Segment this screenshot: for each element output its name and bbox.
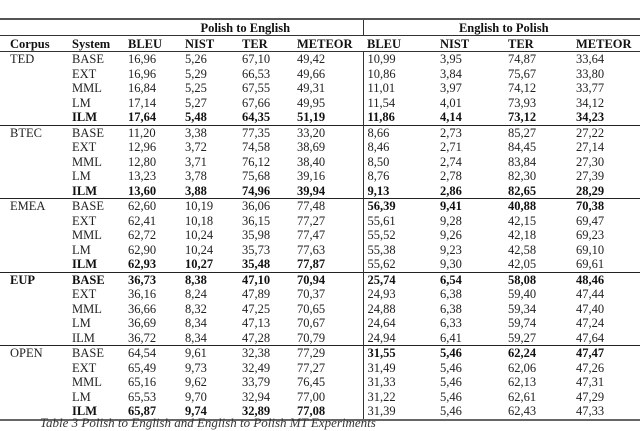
pl-en-meteor-cell: 39,16 xyxy=(297,169,326,184)
pl-en-bleu-cell: 65,16 xyxy=(128,375,157,390)
pl-en-ter-cell: 74,96 xyxy=(242,183,271,198)
table-row xyxy=(0,390,640,405)
en-pl-ter-cell: 74,12 xyxy=(508,81,537,96)
en-pl-nist-cell: 4,14 xyxy=(440,110,462,125)
pl-en-bleu-cell: 13,60 xyxy=(128,183,157,198)
en-pl-meteor-cell: 34,12 xyxy=(576,95,605,110)
en-pl-bleu-cell: 55,62 xyxy=(363,257,436,272)
en-pl-meteor-cell: 27,30 xyxy=(576,154,605,169)
pl-en-meteor-cell: 39,94 xyxy=(297,183,326,198)
col-header-system: System xyxy=(72,36,111,51)
en-pl-ter-cell: 59,74 xyxy=(508,316,537,331)
en-pl-ter-cell: 59,34 xyxy=(508,301,537,316)
en-pl-nist-cell: 9,28 xyxy=(440,213,462,228)
table-row xyxy=(0,302,640,317)
en-pl-nist-cell: 5,46 xyxy=(440,404,462,419)
corpus-cell xyxy=(0,243,68,258)
pl-en-ter-cell: 35,98 xyxy=(242,228,271,243)
system-cell: BASE xyxy=(72,346,104,361)
system-cell: BASE xyxy=(72,272,105,287)
pl-en-nist-cell: 3,71 xyxy=(185,154,207,169)
en-pl-nist-cell: 5,46 xyxy=(440,346,462,361)
pl-en-nist-cell: 3,88 xyxy=(185,183,207,198)
pl-en-bleu-cell: 65,87 xyxy=(128,404,157,419)
system-cell: ILM xyxy=(72,404,97,419)
table-row xyxy=(0,110,640,125)
en-pl-bleu-cell: 11,54 xyxy=(363,96,436,111)
table-row xyxy=(0,243,640,258)
corpus-cell xyxy=(0,316,68,331)
en-pl-meteor-cell: 70,38 xyxy=(576,199,605,214)
en-pl-nist-cell: 6,38 xyxy=(440,287,462,302)
pl-en-meteor-cell: 70,37 xyxy=(297,287,326,302)
table-row xyxy=(0,228,640,243)
en-pl-ter-cell: 59,27 xyxy=(508,330,537,345)
table-row xyxy=(0,346,640,361)
corpus-cell xyxy=(0,96,68,111)
pl-en-meteor-cell: 77,48 xyxy=(297,199,326,214)
en-pl-nist-cell: 9,30 xyxy=(440,257,462,272)
corpus-cell: TED xyxy=(10,52,35,67)
en-pl-nist-cell: 6,38 xyxy=(440,301,462,316)
system-cell: ILM xyxy=(72,330,95,345)
pl-en-nist-cell: 9,73 xyxy=(185,360,207,375)
en-pl-bleu-cell: 55,61 xyxy=(363,214,436,229)
en-pl-meteor-cell: 47,47 xyxy=(576,346,605,361)
en-pl-ter-cell: 42,15 xyxy=(508,213,537,228)
system-cell: BASE xyxy=(72,52,104,67)
corpus-cell xyxy=(0,214,68,229)
en-pl-nist-cell: 6,33 xyxy=(440,316,462,331)
pl-en-nist-cell: 8,32 xyxy=(185,301,207,316)
en-pl-bleu-cell: 31,55 xyxy=(363,346,436,361)
pl-en-meteor-cell: 77,27 xyxy=(297,213,326,228)
pl-en-ter-cell: 74,58 xyxy=(242,140,271,155)
en-pl-meteor-cell: 27,39 xyxy=(576,169,605,184)
pl-en-meteor-cell: 76,45 xyxy=(297,375,326,390)
pl-en-bleu-cell: 62,90 xyxy=(128,242,157,257)
pl-en-meteor-cell: 77,47 xyxy=(297,228,326,243)
en-pl-nist-cell: 3,97 xyxy=(440,81,462,96)
en-pl-bleu-cell: 25,74 xyxy=(363,272,436,287)
pl-en-ter-cell: 32,94 xyxy=(242,389,271,404)
table-body xyxy=(0,52,640,420)
pl-en-bleu-cell: 16,96 xyxy=(128,52,157,67)
table-row xyxy=(0,272,640,287)
en-pl-bleu-cell: 24,93 xyxy=(363,287,436,302)
pl-en-nist-cell: 8,34 xyxy=(185,316,207,331)
system-cell: MML xyxy=(72,228,102,243)
table-row xyxy=(0,125,640,140)
en-pl-ter-cell: 82,65 xyxy=(508,183,537,198)
en-pl-ter-cell: 85,27 xyxy=(508,125,537,140)
en-pl-bleu-cell: 24,64 xyxy=(363,316,436,331)
en-pl-meteor-cell: 47,44 xyxy=(576,287,605,302)
pl-en-meteor-cell: 77,29 xyxy=(297,346,326,361)
pl-en-nist-cell: 10,19 xyxy=(185,199,214,214)
system-cell: BASE xyxy=(72,199,104,214)
en-pl-ter-cell: 42,58 xyxy=(508,242,537,257)
table-row xyxy=(0,96,640,111)
col-header-meteor: METEOR xyxy=(297,36,353,51)
pl-en-nist-cell: 9,62 xyxy=(185,375,207,390)
pl-en-nist-cell: 10,27 xyxy=(185,257,214,272)
pl-en-bleu-cell: 12,80 xyxy=(128,154,157,169)
en-pl-nist-cell: 2,74 xyxy=(440,154,462,169)
en-pl-meteor-cell: 47,29 xyxy=(576,389,605,404)
en-pl-ter-cell: 62,13 xyxy=(508,375,537,390)
pl-en-meteor-cell: 77,08 xyxy=(297,404,326,419)
en-pl-ter-cell: 62,43 xyxy=(508,404,537,419)
corpus-cell xyxy=(0,361,68,376)
system-cell: LM xyxy=(72,389,91,404)
pl-en-bleu-cell: 64,54 xyxy=(128,346,157,361)
pl-en-nist-cell: 10,24 xyxy=(185,228,214,243)
en-pl-nist-cell: 4,01 xyxy=(440,95,462,110)
pl-en-meteor-cell: 70,67 xyxy=(297,316,326,331)
corpus-cell xyxy=(0,390,68,405)
en-pl-bleu-cell: 8,76 xyxy=(363,169,436,184)
en-pl-nist-cell: 2,73 xyxy=(440,125,462,140)
en-pl-ter-cell: 73,12 xyxy=(508,110,537,125)
table-row xyxy=(0,155,640,170)
table-row xyxy=(0,81,640,96)
corpus-cell xyxy=(0,140,68,155)
pl-en-bleu-cell: 11,20 xyxy=(128,125,156,140)
en-pl-nist-cell: 2,86 xyxy=(440,183,462,198)
en-pl-meteor-cell: 48,46 xyxy=(576,272,605,287)
system-cell: ILM xyxy=(72,110,97,125)
en-pl-nist-cell: 5,46 xyxy=(440,360,462,375)
pl-en-meteor-cell: 49,66 xyxy=(297,66,326,81)
en-pl-bleu-cell: 9,13 xyxy=(363,184,436,199)
en-pl-meteor-cell: 33,80 xyxy=(576,66,605,81)
pl-en-ter-cell: 47,13 xyxy=(242,316,271,331)
column-header-row xyxy=(0,36,640,52)
en-pl-bleu-cell: 24,94 xyxy=(363,331,436,346)
table-row xyxy=(0,375,640,390)
pl-en-nist-cell: 5,25 xyxy=(185,81,207,96)
pl-en-bleu-cell: 16,96 xyxy=(128,66,157,81)
en-pl-meteor-cell: 33,77 xyxy=(576,81,605,96)
pl-en-nist-cell: 5,48 xyxy=(185,110,207,125)
en-pl-bleu-cell: 11,86 xyxy=(363,110,436,125)
col-header-bleu: BLEU xyxy=(128,36,163,51)
pl-en-ter-cell: 47,28 xyxy=(242,330,271,345)
pl-en-bleu-cell: 36,16 xyxy=(128,287,157,302)
results-table xyxy=(0,18,640,421)
en-pl-ter-cell: 75,67 xyxy=(508,66,537,81)
table-row xyxy=(0,331,640,346)
corpus-cell: EMEA xyxy=(10,199,46,214)
corpus-cell xyxy=(0,228,68,243)
en-pl-bleu-cell: 10,86 xyxy=(363,67,436,82)
table-row xyxy=(0,199,640,214)
pl-en-nist-cell: 9,61 xyxy=(185,346,207,361)
pl-en-ter-cell: 47,89 xyxy=(242,287,271,302)
pl-en-bleu-cell: 36,72 xyxy=(128,330,157,345)
en-pl-meteor-cell: 47,26 xyxy=(576,360,605,375)
pl-en-nist-cell: 3,72 xyxy=(185,140,207,155)
system-cell: EXT xyxy=(72,360,97,375)
table-row xyxy=(0,361,640,376)
en-pl-nist-cell: 9,26 xyxy=(440,228,462,243)
system-cell: ILM xyxy=(72,183,97,198)
en-pl-ter-cell: 83,84 xyxy=(508,154,537,169)
pl-en-bleu-cell: 62,60 xyxy=(128,199,157,214)
pl-en-ter-cell: 35,73 xyxy=(242,242,271,257)
system-cell: LM xyxy=(72,169,91,184)
en-pl-bleu-cell: 31,39 xyxy=(363,404,436,420)
col-header-nist: NIST xyxy=(440,36,470,51)
en-pl-meteor-cell: 34,23 xyxy=(576,110,605,125)
en-pl-ter-cell: 62,06 xyxy=(508,360,537,375)
corpus-cell: BTEC xyxy=(10,125,42,140)
col-header-corpus: Corpus xyxy=(10,36,50,51)
pl-en-ter-cell: 35,48 xyxy=(242,257,271,272)
pl-en-meteor-cell: 70,65 xyxy=(297,301,326,316)
pl-en-ter-cell: 47,25 xyxy=(242,301,271,316)
en-pl-meteor-cell: 47,33 xyxy=(576,404,605,419)
table-row xyxy=(0,184,640,199)
en-pl-meteor-cell: 69,10 xyxy=(576,242,605,257)
en-pl-meteor-cell: 69,61 xyxy=(576,257,605,272)
corpus-cell xyxy=(0,155,68,170)
en-pl-bleu-cell: 8,66 xyxy=(363,125,436,140)
table-row xyxy=(0,257,640,272)
pl-en-bleu-cell: 36,73 xyxy=(128,272,157,287)
system-cell: MML xyxy=(72,154,102,169)
pl-en-bleu-cell: 62,93 xyxy=(128,257,157,272)
pl-en-ter-cell: 32,89 xyxy=(242,404,271,419)
pl-en-bleu-cell: 36,69 xyxy=(128,316,157,331)
pl-en-meteor-cell: 49,42 xyxy=(297,52,326,67)
table-row xyxy=(0,169,640,184)
system-cell: EXT xyxy=(72,140,97,155)
system-cell: ILM xyxy=(72,257,97,272)
pl-en-ter-cell: 77,35 xyxy=(242,125,271,140)
corpus-cell: OPEN xyxy=(10,346,43,361)
system-cell: EXT xyxy=(72,66,97,81)
pl-en-meteor-cell: 77,00 xyxy=(297,389,326,404)
en-pl-ter-cell: 40,88 xyxy=(508,199,537,214)
pl-en-meteor-cell: 77,87 xyxy=(297,257,326,272)
en-pl-nist-cell: 5,46 xyxy=(440,375,462,390)
pl-en-meteor-cell: 51,19 xyxy=(297,110,326,125)
pl-en-bleu-cell: 65,53 xyxy=(128,389,157,404)
col-header-nist: NIST xyxy=(185,36,215,51)
col-header-ter: TER xyxy=(508,36,534,51)
pl-en-bleu-cell: 12,96 xyxy=(128,140,157,155)
en-pl-meteor-cell: 47,31 xyxy=(576,375,605,390)
corpus-cell xyxy=(0,375,68,390)
corpus-cell xyxy=(0,331,68,346)
pl-en-ter-cell: 76,12 xyxy=(242,154,271,169)
pl-en-nist-cell: 5,27 xyxy=(185,95,207,110)
en-pl-meteor-cell: 69,23 xyxy=(576,228,605,243)
en-pl-nist-cell: 6,41 xyxy=(440,330,462,345)
pl-en-bleu-cell: 62,41 xyxy=(128,213,157,228)
system-cell: LM xyxy=(72,316,91,331)
en-pl-ter-cell: 62,24 xyxy=(508,346,537,361)
en-pl-bleu-cell: 55,38 xyxy=(363,243,436,258)
en-pl-meteor-cell: 33,64 xyxy=(576,52,605,67)
pl-en-meteor-cell: 38,40 xyxy=(297,154,326,169)
pl-en-ter-cell: 67,10 xyxy=(242,52,271,67)
pl-en-ter-cell: 66,53 xyxy=(242,66,271,81)
en-pl-meteor-cell: 47,40 xyxy=(576,301,605,316)
pl-en-bleu-cell: 65,49 xyxy=(128,360,157,375)
system-cell: MML xyxy=(72,375,102,390)
pl-en-bleu-cell: 36,66 xyxy=(128,301,157,316)
table-row xyxy=(0,140,640,155)
group-header-row xyxy=(0,19,640,36)
pl-en-meteor-cell: 49,31 xyxy=(297,81,326,96)
pl-en-bleu-cell: 17,64 xyxy=(128,110,157,125)
pl-en-nist-cell: 3,78 xyxy=(185,169,207,184)
table-row xyxy=(0,67,640,82)
corpus-cell xyxy=(0,67,68,82)
en-pl-ter-cell: 84,45 xyxy=(508,140,537,155)
system-cell: EXT xyxy=(72,213,97,228)
en-pl-meteor-cell: 27,22 xyxy=(576,125,605,140)
en-pl-bleu-cell: 56,39 xyxy=(363,199,436,214)
pl-en-meteor-cell: 77,63 xyxy=(297,242,326,257)
en-pl-bleu-cell: 8,46 xyxy=(363,140,436,155)
pl-en-bleu-cell: 17,14 xyxy=(128,95,157,110)
en-pl-bleu-cell: 55,52 xyxy=(363,228,436,243)
pl-en-ter-cell: 33,79 xyxy=(242,375,271,390)
pl-en-bleu-cell: 62,72 xyxy=(128,228,157,243)
en-pl-ter-cell: 62,61 xyxy=(508,389,537,404)
en-pl-ter-cell: 42,18 xyxy=(508,228,537,243)
system-cell: LM xyxy=(72,95,91,110)
pl-en-nist-cell: 10,18 xyxy=(185,213,214,228)
corpus-cell: EUP xyxy=(10,272,35,287)
en-pl-nist-cell: 6,54 xyxy=(440,272,462,287)
en-pl-bleu-cell: 24,88 xyxy=(363,302,436,317)
en-pl-bleu-cell: 10,99 xyxy=(363,52,436,67)
pl-en-ter-cell: 67,66 xyxy=(242,95,271,110)
pl-en-ter-cell: 67,55 xyxy=(242,81,271,96)
col-header-bleu: BLEU xyxy=(367,36,402,51)
pl-en-nist-cell: 3,38 xyxy=(185,125,207,140)
en-pl-nist-cell: 9,23 xyxy=(440,242,462,257)
pl-en-meteor-cell: 33,20 xyxy=(297,125,326,140)
en-pl-meteor-cell: 28,29 xyxy=(576,183,605,198)
corpus-cell xyxy=(0,81,68,96)
en-pl-nist-cell: 2,78 xyxy=(440,169,462,184)
en-pl-meteor-cell: 47,64 xyxy=(576,330,605,345)
pl-en-nist-cell: 9,74 xyxy=(185,404,207,419)
table-caption: Table 3 Polish to English and English to Polish MT Experiments xyxy=(40,415,376,430)
en-pl-bleu-cell: 11,01 xyxy=(363,81,436,96)
table-row xyxy=(0,52,640,67)
en-pl-nist-cell: 9,41 xyxy=(440,199,462,214)
corpus-cell xyxy=(0,287,68,302)
pl-en-nist-cell: 10,24 xyxy=(185,242,214,257)
system-cell: EXT xyxy=(72,287,97,302)
table-row xyxy=(0,316,640,331)
pl-en-meteor-cell: 49,95 xyxy=(297,95,326,110)
en-pl-nist-cell: 5,46 xyxy=(440,389,462,404)
en-pl-ter-cell: 59,40 xyxy=(508,287,537,302)
en-pl-bleu-cell: 8,50 xyxy=(363,155,436,170)
group-header-en-pl: English to Polish xyxy=(363,19,640,36)
en-pl-meteor-cell: 69,47 xyxy=(576,213,605,228)
en-pl-nist-cell: 3,95 xyxy=(440,52,462,67)
system-cell: LM xyxy=(72,242,91,257)
pl-en-nist-cell: 9,70 xyxy=(185,389,207,404)
en-pl-ter-cell: 73,93 xyxy=(508,95,537,110)
pl-en-ter-cell: 36,15 xyxy=(242,213,271,228)
pl-en-meteor-cell: 70,94 xyxy=(297,272,326,287)
col-header-meteor: METEOR xyxy=(576,36,632,51)
en-pl-ter-cell: 58,08 xyxy=(508,272,537,287)
pl-en-meteor-cell: 70,79 xyxy=(297,330,326,345)
empty-header-cell xyxy=(0,19,124,36)
col-header-ter: TER xyxy=(242,36,268,51)
system-cell: MML xyxy=(72,301,102,316)
en-pl-nist-cell: 2,71 xyxy=(440,140,462,155)
en-pl-bleu-cell: 31,33 xyxy=(363,375,436,390)
pl-en-bleu-cell: 13,23 xyxy=(128,169,157,184)
en-pl-nist-cell: 3,84 xyxy=(440,66,462,81)
corpus-cell xyxy=(0,184,68,199)
corpus-cell xyxy=(0,110,68,125)
pl-en-nist-cell: 8,34 xyxy=(185,330,207,345)
pl-en-ter-cell: 75,68 xyxy=(242,169,271,184)
pl-en-nist-cell: 8,38 xyxy=(185,272,207,287)
system-cell: BASE xyxy=(72,125,104,140)
pl-en-nist-cell: 8,24 xyxy=(185,287,207,302)
en-pl-meteor-cell: 27,14 xyxy=(576,140,605,155)
pl-en-ter-cell: 47,10 xyxy=(242,272,271,287)
pl-en-ter-cell: 64,35 xyxy=(242,110,271,125)
group-header-pl-en: Polish to English xyxy=(200,20,291,35)
system-cell: MML xyxy=(72,81,102,96)
table-row xyxy=(0,214,640,229)
en-pl-ter-cell: 82,30 xyxy=(508,169,537,184)
en-pl-meteor-cell: 47,24 xyxy=(576,316,605,331)
pl-en-bleu-cell: 16,84 xyxy=(128,81,157,96)
en-pl-ter-cell: 42,05 xyxy=(508,257,537,272)
pl-en-nist-cell: 5,26 xyxy=(185,52,207,67)
pl-en-meteor-cell: 38,69 xyxy=(297,140,326,155)
en-pl-ter-cell: 74,87 xyxy=(508,52,537,67)
corpus-cell xyxy=(0,302,68,317)
pl-en-ter-cell: 36,06 xyxy=(242,199,271,214)
corpus-cell xyxy=(0,169,68,184)
table-row xyxy=(0,287,640,302)
pl-en-meteor-cell: 77,27 xyxy=(297,360,326,375)
pl-en-ter-cell: 32,38 xyxy=(242,346,271,361)
pl-en-nist-cell: 5,29 xyxy=(185,66,207,81)
pl-en-ter-cell: 32,49 xyxy=(242,360,271,375)
en-pl-bleu-cell: 31,22 xyxy=(363,390,436,405)
en-pl-bleu-cell: 31,49 xyxy=(363,361,436,376)
corpus-cell xyxy=(0,257,68,272)
